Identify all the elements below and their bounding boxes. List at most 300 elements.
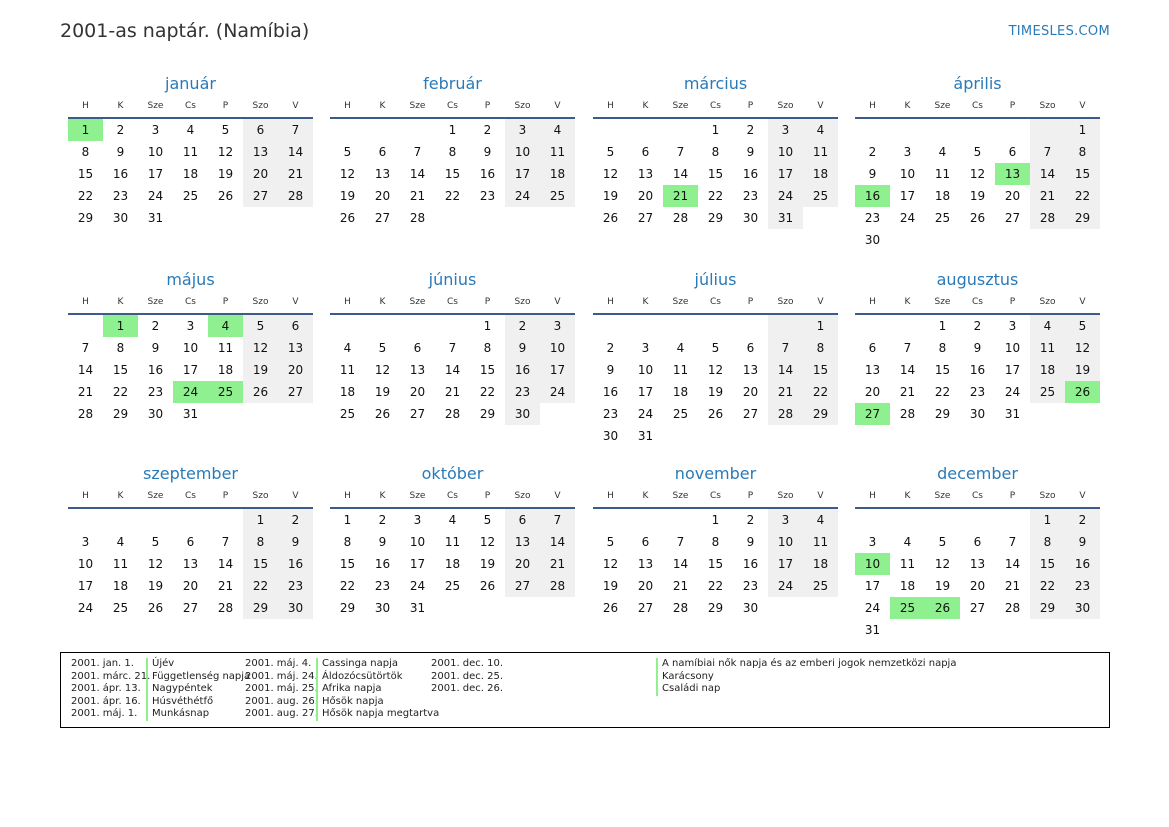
empty-cell (995, 229, 1030, 251)
empty-cell (960, 509, 995, 531)
day-cell: 5 (221, 123, 230, 137)
day-cell: 30 (742, 211, 759, 225)
day-cell: 15 (339, 557, 356, 571)
day-cell: 6 (641, 535, 650, 549)
day-cell: 3 (151, 123, 160, 137)
day-cell: 31 (409, 601, 426, 615)
weekday-label: P (747, 297, 754, 307)
day-cell: 3 (768, 509, 803, 531)
day-cell: 31 (1004, 407, 1021, 421)
day-cell: 5 (151, 535, 160, 549)
weekday-header (593, 95, 838, 119)
holiday-day-cell: 21 (663, 185, 698, 207)
day-cell: 16 (479, 167, 496, 181)
empty-cell (960, 119, 995, 141)
day-cell: 21 (409, 189, 426, 203)
day-cell: 27 (637, 211, 654, 225)
day-cell: 15 (1065, 163, 1100, 185)
day-cell: 9 (1065, 531, 1100, 553)
weekday-header (330, 291, 575, 315)
day-cell: 9 (868, 167, 877, 181)
day-cell: 3 (903, 145, 912, 159)
day-cell: 19 (602, 579, 619, 593)
day-cell: 22 (444, 189, 461, 203)
weekday-label: Szo (777, 491, 794, 501)
day-cell: 26 (602, 601, 619, 615)
weekday-label: Szo (777, 297, 794, 307)
empty-cell (173, 207, 208, 229)
brand-link[interactable]: TIMESLES.COM (1008, 24, 1110, 39)
holiday-name: Cassinga napja (316, 658, 398, 671)
weekday-label: Szo (252, 297, 269, 307)
weekday-label: H (869, 491, 876, 501)
day-cell: 17 (505, 163, 540, 185)
day-cell: 19 (243, 359, 278, 381)
day-cell: 29 (112, 407, 129, 421)
weekday-label: V (817, 491, 824, 501)
empty-cell (365, 119, 400, 141)
day-cell: 12 (602, 557, 619, 571)
holiday-date: 2001. máj. 24. (245, 670, 318, 682)
weekday-label: K (904, 101, 911, 111)
holiday-date: 2001. dec. 10. (431, 658, 504, 669)
empty-cell (890, 509, 925, 531)
weekday-header (330, 485, 575, 509)
month-2 (330, 73, 575, 229)
empty-cell (278, 403, 313, 425)
empty-cell (208, 509, 243, 531)
holiday-day-cell: 13 (995, 163, 1030, 185)
empty-cell (1030, 119, 1065, 141)
day-cell: 14 (278, 141, 313, 163)
day-cell: 15 (444, 167, 461, 181)
month-7 (593, 269, 838, 447)
month-10 (330, 463, 575, 619)
holiday-date: 2001. aug. 26. (245, 695, 318, 707)
weekday-label: P (484, 101, 491, 111)
day-cell: 30 (374, 601, 391, 615)
empty-cell (435, 207, 470, 229)
day-cell: 2 (746, 123, 755, 137)
day-cell: 14 (540, 531, 575, 553)
weekday-label: P (222, 491, 229, 501)
day-cell: 19 (217, 167, 234, 181)
weekday-header (68, 291, 313, 315)
day-cell: 15 (803, 359, 838, 381)
day-cell: 30 (505, 403, 540, 425)
weekday-label: H (82, 297, 89, 307)
day-cell: 6 (641, 145, 650, 159)
day-cell: 7 (278, 119, 313, 141)
day-cell: 18 (112, 579, 129, 593)
weekday-label: Szo (252, 101, 269, 111)
day-cell: 18 (803, 553, 838, 575)
weekday-header (855, 95, 1100, 119)
day-cell: 19 (934, 579, 951, 593)
day-cell: 7 (221, 535, 230, 549)
day-cell: 14 (768, 359, 803, 381)
day-cell: 18 (803, 163, 838, 185)
day-cell: 19 (147, 579, 164, 593)
day-cell: 7 (1008, 535, 1017, 549)
day-cell: 11 (934, 167, 951, 181)
empty-cell (330, 315, 365, 337)
day-cell: 9 (378, 535, 387, 549)
day-grid (68, 315, 313, 425)
day-cell: 21 (217, 579, 234, 593)
day-grid (593, 315, 838, 447)
day-cell: 27 (1004, 211, 1021, 225)
holiday-day-cell: 1 (103, 315, 138, 337)
day-cell: 14 (409, 167, 426, 181)
day-cell: 24 (1004, 385, 1021, 399)
empty-cell (208, 207, 243, 229)
holiday-name: Húsvéthétfő (146, 696, 213, 709)
day-cell: 18 (339, 385, 356, 399)
day-cell: 15 (112, 363, 129, 377)
day-cell: 7 (903, 341, 912, 355)
weekday-label: H (607, 297, 614, 307)
day-cell: 16 (374, 557, 391, 571)
day-cell: 11 (182, 145, 199, 159)
day-cell: 9 (973, 341, 982, 355)
day-cell: 11 (899, 557, 916, 571)
day-cell: 3 (1008, 319, 1017, 333)
empty-cell (540, 597, 575, 619)
day-cell: 6 (378, 145, 387, 159)
day-cell: 26 (217, 189, 234, 203)
holiday-date: 2001. ápr. 16. (71, 695, 141, 707)
day-cell: 24 (899, 211, 916, 225)
day-cell: 1 (243, 509, 278, 531)
day-cell: 7 (676, 535, 685, 549)
day-cell: 18 (1030, 359, 1065, 381)
holiday-name: Munkásnap (146, 708, 209, 721)
day-cell: 29 (934, 407, 951, 421)
empty-cell (470, 207, 505, 229)
day-cell: 29 (803, 403, 838, 425)
day-cell: 2 (151, 319, 160, 333)
day-cell: 19 (969, 189, 986, 203)
day-cell: 12 (602, 167, 619, 181)
day-cell: 16 (505, 359, 540, 381)
day-cell: 26 (707, 407, 724, 421)
empty-cell (138, 509, 173, 531)
day-cell: 23 (479, 189, 496, 203)
day-cell: 18 (444, 557, 461, 571)
holiday-date: 2001. máj. 25. (245, 683, 318, 695)
day-cell: 8 (483, 341, 492, 355)
day-cell: 13 (278, 337, 313, 359)
day-cell: 10 (505, 141, 540, 163)
day-cell: 12 (934, 557, 951, 571)
day-cell: 26 (147, 601, 164, 615)
day-cell: 5 (973, 145, 982, 159)
holiday-name: Nagypéntek (146, 683, 213, 696)
weekday-label: Cs (972, 297, 983, 307)
day-cell: 26 (339, 211, 356, 225)
day-cell: 14 (672, 167, 689, 181)
day-cell: 1 (483, 319, 492, 333)
day-cell: 8 (711, 535, 720, 549)
day-cell: 1 (711, 123, 720, 137)
day-cell: 4 (116, 535, 125, 549)
day-cell: 20 (505, 553, 540, 575)
day-cell: 31 (147, 211, 164, 225)
day-cell: 12 (147, 557, 164, 571)
day-cell: 8 (803, 337, 838, 359)
empty-cell (768, 425, 803, 447)
day-cell: 30 (742, 601, 759, 615)
day-cell: 23 (112, 189, 129, 203)
month-name: április (953, 74, 1002, 93)
day-cell: 13 (374, 167, 391, 181)
empty-cell (1030, 619, 1065, 641)
day-cell: 16 (278, 553, 313, 575)
month-name: március (683, 74, 748, 93)
day-cell: 10 (637, 363, 654, 377)
day-cell: 3 (868, 535, 877, 549)
holiday-day-cell: 16 (855, 185, 890, 207)
day-grid (68, 119, 313, 229)
empty-cell (208, 403, 243, 425)
holiday-name: Karácsony (656, 671, 714, 684)
day-cell: 22 (339, 579, 356, 593)
day-cell: 9 (606, 363, 615, 377)
weekday-label: H (82, 101, 89, 111)
day-cell: 28 (1004, 601, 1021, 615)
day-cell: 17 (899, 189, 916, 203)
empty-cell (733, 425, 768, 447)
day-cell: 12 (479, 535, 496, 549)
day-cell: 30 (602, 429, 619, 443)
day-cell: 31 (768, 207, 803, 229)
day-cell: 13 (505, 531, 540, 553)
day-cell: 5 (711, 341, 720, 355)
month-1 (68, 73, 313, 229)
day-cell: 24 (147, 189, 164, 203)
weekday-label: Cs (185, 101, 196, 111)
empty-cell (890, 315, 925, 337)
day-cell: 21 (278, 163, 313, 185)
day-cell: 20 (637, 579, 654, 593)
weekday-label: V (817, 101, 824, 111)
holiday-date: 2001. dec. 25. (431, 670, 504, 682)
day-cell: 24 (77, 601, 94, 615)
day-cell: 21 (444, 385, 461, 399)
weekday-label: Szo (1039, 297, 1056, 307)
day-cell: 18 (182, 167, 199, 181)
day-cell: 13 (182, 557, 199, 571)
empty-cell (890, 229, 925, 251)
weekday-label: P (1009, 297, 1016, 307)
month-name: november (674, 464, 757, 483)
weekday-label: P (747, 491, 754, 501)
day-cell: 15 (707, 557, 724, 571)
day-cell: 9 (746, 535, 755, 549)
weekday-label: Sze (672, 491, 689, 501)
holiday-name: Újév (146, 658, 174, 671)
weekday-label: P (484, 491, 491, 501)
day-cell: 11 (803, 531, 838, 553)
weekday-label: Cs (447, 101, 458, 111)
weekday-label: K (379, 101, 386, 111)
day-cell: 6 (868, 341, 877, 355)
day-cell: 26 (602, 211, 619, 225)
day-cell: 4 (803, 119, 838, 141)
day-cell: 14 (1030, 163, 1065, 185)
weekday-label: V (1079, 297, 1086, 307)
weekday-label: Szo (252, 491, 269, 501)
empty-cell (663, 119, 698, 141)
day-cell: 16 (112, 167, 129, 181)
day-cell: 24 (768, 575, 803, 597)
day-cell: 6 (413, 341, 422, 355)
empty-cell (330, 119, 365, 141)
month-6 (330, 269, 575, 425)
empty-cell (925, 619, 960, 641)
day-grid (330, 509, 575, 619)
day-cell: 28 (672, 601, 689, 615)
day-cell: 19 (1065, 359, 1100, 381)
weekday-label: Szo (514, 101, 531, 111)
holiday-date: 2001. márc. 21. (71, 670, 151, 682)
day-cell: 5 (378, 341, 387, 355)
day-cell: 19 (339, 189, 356, 203)
day-cell: 26 (374, 407, 391, 421)
holiday-date: 2001. máj. 1. (71, 708, 138, 720)
day-cell: 17 (637, 385, 654, 399)
weekday-label: Cs (710, 101, 721, 111)
month-name: december (937, 464, 1018, 483)
day-cell: 12 (969, 167, 986, 181)
empty-cell (925, 509, 960, 531)
day-cell: 25 (1030, 381, 1065, 403)
empty-cell (593, 315, 628, 337)
day-cell: 14 (77, 363, 94, 377)
day-cell: 14 (444, 363, 461, 377)
weekday-label: Sze (409, 297, 426, 307)
empty-cell (628, 509, 663, 531)
empty-cell (505, 597, 540, 619)
day-cell: 7 (676, 145, 685, 159)
day-cell: 1 (803, 315, 838, 337)
day-cell: 10 (409, 535, 426, 549)
month-name: október (421, 464, 484, 483)
day-cell: 27 (409, 407, 426, 421)
weekday-label: K (117, 297, 124, 307)
weekday-label: P (222, 297, 229, 307)
day-cell: 26 (969, 211, 986, 225)
day-cell: 29 (1065, 207, 1100, 229)
day-cell: 10 (147, 145, 164, 159)
day-cell: 15 (479, 363, 496, 377)
month-name: augusztus (936, 270, 1019, 289)
day-cell: 23 (505, 381, 540, 403)
day-cell: 15 (707, 167, 724, 181)
day-cell: 26 (243, 381, 278, 403)
holiday-day-cell: 26 (925, 597, 960, 619)
day-cell: 27 (278, 381, 313, 403)
empty-cell (68, 509, 103, 531)
day-cell: 20 (243, 163, 278, 185)
holiday-date: 2001. máj. 4. (245, 658, 312, 669)
day-cell: 21 (672, 579, 689, 593)
day-cell: 30 (1065, 597, 1100, 619)
empty-cell (628, 119, 663, 141)
day-cell: 11 (803, 141, 838, 163)
empty-cell (1030, 403, 1065, 425)
day-cell: 24 (864, 601, 881, 615)
weekday-label: K (642, 297, 649, 307)
day-cell: 24 (409, 579, 426, 593)
empty-cell (1065, 229, 1100, 251)
empty-cell (995, 509, 1030, 531)
weekday-label: Cs (185, 491, 196, 501)
empty-cell (855, 315, 890, 337)
day-cell: 1 (1030, 509, 1065, 531)
weekday-label: Sze (672, 297, 689, 307)
empty-cell (593, 509, 628, 531)
day-cell: 2 (116, 123, 125, 137)
weekday-label: Cs (972, 101, 983, 111)
empty-cell (768, 597, 803, 619)
day-cell: 7 (81, 341, 90, 355)
day-cell: 27 (742, 407, 759, 421)
day-cell: 27 (374, 211, 391, 225)
day-cell: 13 (637, 167, 654, 181)
day-grid (593, 509, 838, 619)
day-cell: 3 (768, 119, 803, 141)
weekday-header (68, 485, 313, 509)
day-cell: 5 (343, 145, 352, 159)
day-cell: 7 (540, 509, 575, 531)
day-cell: 21 (77, 385, 94, 399)
weekday-label: Cs (972, 491, 983, 501)
day-cell: 12 (339, 167, 356, 181)
day-cell: 8 (343, 535, 352, 549)
empty-cell (540, 403, 575, 425)
day-cell: 5 (938, 535, 947, 549)
day-cell: 9 (746, 145, 755, 159)
month-3 (593, 73, 838, 229)
weekday-label: Cs (447, 297, 458, 307)
day-cell: 17 (1004, 363, 1021, 377)
weekday-header (330, 95, 575, 119)
empty-cell (68, 315, 103, 337)
day-cell: 15 (77, 167, 94, 181)
day-cell: 11 (1030, 337, 1065, 359)
day-cell: 30 (864, 233, 881, 247)
day-cell: 6 (1008, 145, 1017, 159)
weekday-label: Szo (1039, 101, 1056, 111)
weekday-label: Sze (409, 491, 426, 501)
weekday-label: P (1009, 491, 1016, 501)
day-cell: 28 (899, 407, 916, 421)
empty-cell (663, 425, 698, 447)
weekday-label: K (642, 491, 649, 501)
month-name: február (423, 74, 482, 93)
day-cell: 29 (339, 601, 356, 615)
weekday-label: Cs (710, 297, 721, 307)
weekday-label: P (484, 297, 491, 307)
day-cell: 19 (479, 557, 496, 571)
day-cell: 7 (413, 145, 422, 159)
day-cell: 2 (378, 513, 387, 527)
day-cell: 1 (711, 513, 720, 527)
day-cell: 22 (707, 579, 724, 593)
day-cell: 2 (278, 509, 313, 531)
